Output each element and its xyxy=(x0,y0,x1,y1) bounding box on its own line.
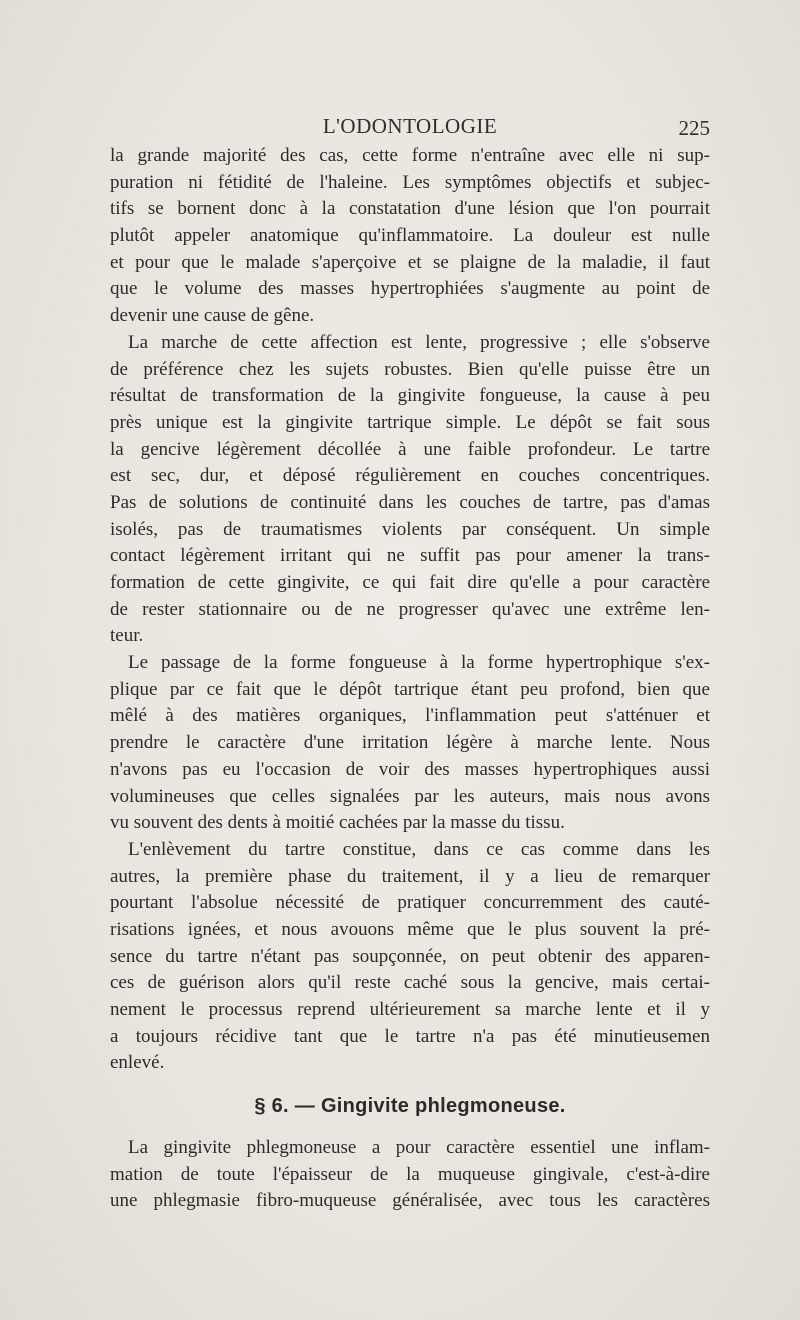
text-line: résultat de transformation de la gingivite fongueuse, la cause à peu xyxy=(110,385,710,407)
text-line: a toujours récidive tant que le tartre n'a pas été minutieusemen xyxy=(110,1025,710,1047)
text-line: puration ni fétidité de l'haleine. Les symptômes objectifs et subjec- xyxy=(110,171,710,193)
text-line: près unique est la gingivite tartrique simple. Le dépôt se fait sous xyxy=(110,411,710,433)
text-line: La gingivite phlegmoneuse a pour caractère essentiel une inflam- xyxy=(128,1137,710,1159)
text-line: Pas de solutions de continuité dans les couches de tartre, pas d'amas xyxy=(110,491,710,513)
text-line: pourtant l'absolue nécessité de pratiquer concurremment des cauté- xyxy=(110,892,710,914)
page-number: 225 xyxy=(678,116,710,140)
text-line: ces de guérison alors qu'il reste caché sous la gencive, mais certai- xyxy=(110,972,710,994)
running-head xyxy=(110,110,710,140)
text-line: la grande majorité des cas, cette forme n'entraîne avec elle ni sup- xyxy=(110,145,710,166)
text-line: une phlegmasie fibro-muqueuse généralisée, avec tous les caractères xyxy=(110,1190,710,1212)
text-line: tifs se bornent donc à la constatation d'une lésion que l'on pourrait xyxy=(110,198,710,220)
body-text xyxy=(110,143,710,1215)
text-line: mêlé à des matières organiques, l'inflammation peut s'atténuer et xyxy=(110,705,710,727)
text-line: teur. xyxy=(110,625,144,647)
text-line: autres, la première phase du traitement, il y a lieu de remarquer xyxy=(110,865,710,887)
text-line: la gencive légèrement décollée à une faible profondeur. Le tartre xyxy=(110,438,710,460)
text-line: devenir une cause de gêne. xyxy=(110,305,315,327)
text-line: risations ignées, et nous avouons même que le plus souvent la pré- xyxy=(110,918,710,940)
text-line: sence du tartre n'étant pas soupçonnée, on peut obtenir des apparen- xyxy=(110,945,710,967)
section-heading xyxy=(110,1077,710,1135)
text-line: de rester stationnaire ou de ne progresser qu'avec une extrême len- xyxy=(110,598,710,620)
text-line: n'avons pas eu l'occasion de voir des masses hypertrophiques aussi xyxy=(110,758,710,780)
text-line: vu souvent des dents à moitié cachées par la masse du tissu. xyxy=(110,812,565,834)
text-line: plutôt appeler anatomique qu'inflammatoire. La douleur est nulle xyxy=(110,225,710,247)
text-line: La marche de cette affection est lente, progressive ; elle s'observe xyxy=(128,331,710,353)
section-symbol: § 6. xyxy=(254,1095,289,1118)
text-line: contact légèrement irritant qui ne suffit pas pour amener la trans- xyxy=(110,545,710,567)
text-line: mation de toute l'épaisseur de la muqueuse gingivale, c'est-à-dire xyxy=(110,1163,710,1185)
text-line: Le passage de la forme fongueuse à la forme hypertrophique s'ex- xyxy=(128,652,710,674)
text-line: volumineuses que celles signalées par les auteurs, mais nous avons xyxy=(110,785,710,807)
text-line: que le volume des masses hypertrophiées s'augmente au point de xyxy=(110,278,710,300)
text-line: prendre le caractère d'une irritation légère à marche lente. Nous xyxy=(110,732,710,754)
text-line: nement le processus reprend ultérieurement sa marche lente et il y xyxy=(110,999,710,1020)
text-line: enlevé. xyxy=(110,1052,165,1074)
text-line: L'enlèvement du tartre constitue, dans ce cas comme dans les xyxy=(128,838,710,860)
text-line: de préférence chez les sujets robustes. Bien qu'elle puisse être un xyxy=(110,358,710,380)
text-line: plique par ce fait que le dépôt tartrique étant peu profond, bien que xyxy=(110,678,710,700)
text-line: est sec, dur, et déposé régulièrement en couches concentriques. xyxy=(110,465,710,487)
text-line: formation de cette gingivite, ce qui fait dire qu'elle a pour caractère xyxy=(110,572,710,593)
running-title: L'ODONTOLOGIE xyxy=(322,114,498,138)
text-line: isolés, pas de traumatismes violents par conséquent. Un simple xyxy=(110,518,710,540)
text-line: et pour que le malade s'aperçoive et se plaigne de la maladie, il faut xyxy=(110,251,710,273)
section-title: Gingivite phlegmoneuse. xyxy=(320,1095,566,1118)
section-dash: — xyxy=(294,1095,316,1118)
